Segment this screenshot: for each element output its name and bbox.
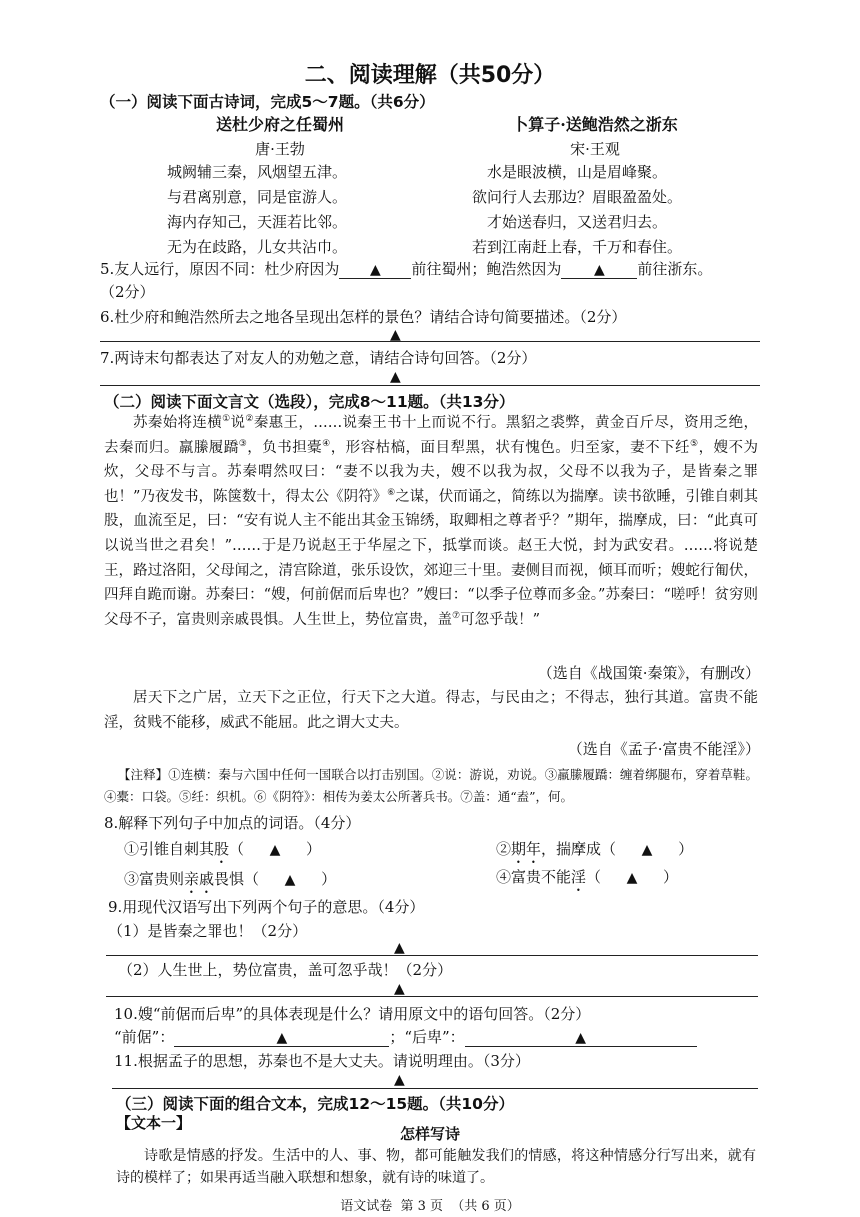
note-ref: ⑦ <box>452 610 461 621</box>
dotted-word: 淫 <box>571 868 587 886</box>
q10-label-b: ；“后卑”： <box>389 1028 465 1046</box>
q8-item-3 <box>124 868 336 897</box>
poem-line: 水是眼波横，山是眉峰聚。 <box>487 163 668 181</box>
bracket-open: （ <box>244 870 260 888</box>
source-citation-1: （选自《战国策·秦策》，有删改） <box>537 664 760 682</box>
q5-text-a: 5.友人远行，原因不同：杜少府因为 <box>100 260 340 278</box>
question-7: 7.两诗末句都表达了对友人的劝勉之意，请结合诗句回答。（2分） <box>100 349 537 367</box>
part3-heading: （三）阅读下面的组合文本，完成12～15题。（共10分） <box>116 1095 514 1113</box>
q8-text: ①引锥自刺其 <box>124 840 215 858</box>
poem-line: 海内存知己，天涯若比邻。 <box>167 213 348 231</box>
question-5 <box>100 258 712 279</box>
note-ref: ③ <box>238 438 248 449</box>
q10-answers <box>114 1026 697 1047</box>
part1-heading: （一）阅读下面古诗词，完成5～7题。（共6分） <box>100 93 435 111</box>
passage-text: ，形容枯槁，面目犁黑，状有愧色。归至家，妻不下纴 <box>330 439 691 456</box>
note-ref: ⑤ <box>690 438 699 449</box>
section-title: 二、阅读理解（共50分） <box>304 63 556 88</box>
poem-line: 无为在歧路，儿女共沾巾。 <box>167 238 348 256</box>
answer-marker: ▲ <box>626 870 638 886</box>
bracket-open: （ <box>601 840 617 858</box>
question-9: 9.用现代汉语写出下列两个句子的意思。（4分） <box>108 898 425 916</box>
poem-line: 欲问行人去那边？眉眼盈盈处。 <box>472 188 683 206</box>
answer-line-q9-1[interactable] <box>106 955 758 956</box>
q5-score: （2分） <box>100 283 155 301</box>
poem1-body <box>167 160 347 260</box>
q8-text: ④富贵不能 <box>496 868 572 886</box>
answer-marker: ▲ <box>593 262 605 278</box>
dotted-word: 期年 <box>511 840 542 858</box>
note-ref: ② <box>245 414 254 425</box>
answer-marker: ▲ <box>390 327 401 343</box>
passage-text: 苏秦始将连横 <box>133 415 223 431</box>
bracket-close: ） <box>306 840 322 858</box>
q8-answer-3[interactable] <box>259 870 321 888</box>
bracket-close: ） <box>321 870 337 888</box>
answer-marker: ▲ <box>276 1030 288 1046</box>
answer-marker: ▲ <box>394 1072 405 1088</box>
poem1-title: 送杜少府之任蜀州 <box>215 115 344 134</box>
answer-marker: ▲ <box>284 872 296 888</box>
q5-answer-1[interactable] <box>339 260 411 279</box>
answer-marker: ▲ <box>369 262 381 278</box>
annotations: 【注释】①连横：秦与六国中任何一国联合以打击别国。②说：游说，劝说。③羸縢履蹻：缠着绑腿布，穿着草鞋。④橐：口袋。⑤纴：织机。⑥《阴符》：相传为姜太公所著兵书。⑦盖：通“盍”，何。 <box>104 767 758 804</box>
bracket-close: ） <box>663 868 679 886</box>
note-ref: ④ <box>322 438 331 449</box>
dotted-word: 股 <box>214 840 230 858</box>
passage-text: 说 <box>230 415 246 431</box>
passage-text: 之谋，伏而诵之，简练以为揣摩。读书欲睡，引锥自刺其股，血流至足，曰：“安有说人主不能出其金玉锦绣，取卿相之尊者乎？”期年，揣摩成，曰：“此真可以说当世之君矣！”……于是乃说赵王于华屋之下，抵掌而谈。赵王大悦，封为武安君。……将说楚王，路过洛阳，父母闻之，清宫除道，张乐设饮，郊迎三十里。妻侧目而视，倾耳而听；嫂蛇行匍伏，四拜自跪而谢。苏秦曰：“嫂，何前倨而后卑也？”嫂曰：“以季子位尊而多金。”苏秦曰：“嗟呼！贫穷则父母不子，富贵则亲戚畏惧。人生世上，势位富贵，盖 <box>104 488 758 628</box>
q8-item-2 <box>496 838 693 867</box>
q10-label-a: “前倨”： <box>114 1028 175 1046</box>
part2-heading: （二）阅读下面文言文（选段），完成8～11题。（共13分） <box>104 393 515 411</box>
q8-text: 畏惧 <box>214 870 245 888</box>
text-one-label: 【文本一】 <box>116 1114 192 1132</box>
answer-line-q7[interactable] <box>100 385 760 386</box>
q8-text: ，揣摩成 <box>541 840 602 858</box>
question-11: 11.根据孟子的思想，苏秦也不是大丈夫。请说明理由。（3分） <box>114 1052 530 1070</box>
answer-marker: ▲ <box>575 1030 587 1046</box>
q5-answer-2[interactable] <box>561 260 637 279</box>
q8-answer-1[interactable] <box>244 840 306 858</box>
q10-answer-1[interactable] <box>174 1028 389 1047</box>
q8-item-4 <box>496 866 678 895</box>
answer-marker: ▲ <box>641 842 653 858</box>
passage-text: ，负书担橐 <box>247 439 323 456</box>
poem1-author: 唐·王勃 <box>255 140 305 158</box>
answer-marker: ▲ <box>269 842 281 858</box>
dotted-word: 亲戚 <box>184 870 215 888</box>
classical-passage-1 <box>104 411 758 632</box>
question-6: 6.杜少府和鲍浩然所去之地各呈现出怎样的景色？请结合诗句简要描述。（2分） <box>100 308 627 326</box>
passage-text: ，嫂不为炊，父母不与言。苏秦喟然叹曰：“妻不以我为夫，嫂不以我为叔，父母不以我为子，是皆秦之罪也！”乃夜发书，陈箧数十，得太公《阴符》 <box>104 439 758 505</box>
q9-sentence-1: （1）是皆秦之罪也！（2分） <box>108 922 308 940</box>
poem-line: 若到江南赶上春，千万和春住。 <box>472 238 683 256</box>
note-ref: ① <box>222 414 231 425</box>
q8-answer-4[interactable] <box>601 868 663 886</box>
question-8: 8.解释下列句子中加点的词语。（4分） <box>104 814 361 832</box>
page-footer: 语文试卷 第 3 页 （共 6 页） <box>340 1199 520 1214</box>
q10-answer-2[interactable] <box>465 1028 697 1047</box>
q5-text-c: 前往浙东。 <box>637 260 713 278</box>
q8-text: ③富贵则 <box>124 870 185 888</box>
q8-text: ② <box>496 840 512 858</box>
passage-text: 秦惠王，……说秦王书十上而说不行。黑貂之裘弊，黄金百斤尽，资用乏绝，去秦而归。羸縢履蹻 <box>104 415 759 456</box>
q9-sentence-2: （2）人生世上，势位富贵，盖可忽乎哉！（2分） <box>118 961 453 979</box>
answer-line-q6[interactable] <box>100 341 760 342</box>
passage-text: 可忽乎哉！” <box>460 611 540 628</box>
answer-line-q11[interactable] <box>112 1088 758 1089</box>
poem-line: 与君离别意，同是宦游人。 <box>167 188 348 206</box>
answer-marker: ▲ <box>390 369 401 385</box>
poem2-body <box>465 160 682 260</box>
poem-line: 城阙辅三秦，风烟望五津。 <box>167 163 348 181</box>
source-citation-2: （选自《孟子·富贵不能淫》） <box>567 740 760 758</box>
question-10: 10.嫂“前倨而后卑”的具体表现是什么？请用原文中的语句回答。（2分） <box>114 1005 591 1023</box>
poem2-title: 卜算子·送鲍浩然之浙东 <box>512 115 678 134</box>
answer-marker: ▲ <box>394 981 405 997</box>
note-ref: ⑥ <box>387 487 396 498</box>
answer-line-q9-2[interactable] <box>106 996 758 997</box>
bracket-close: ） <box>678 840 694 858</box>
text-one-body: 诗歌是情感的抒发。生活中的人、事、物，都可能触发我们的情感，将这种情感分行写出来，就有诗的模样了；如果再适当融入联想和想象，就有诗的味道了。 <box>116 1148 756 1186</box>
q8-item-1 <box>124 838 321 867</box>
q8-answer-2[interactable] <box>616 840 678 858</box>
text-one-title: 怎样写诗 <box>399 1125 460 1143</box>
classical-passage-2: 居天下之广居，立天下之正位，行天下之大道。得志，与民由之；不得志，独行其道。富贵不能淫，贫贱不能移，威武不能屈。此之谓大丈夫。 <box>104 690 758 731</box>
answer-marker: ▲ <box>394 940 405 956</box>
q5-text-b: 前往蜀州；鲍浩然因为 <box>411 260 562 278</box>
bracket-open: （ <box>586 868 602 886</box>
poem-line: 才始送春归，又送君归去。 <box>487 213 668 231</box>
poem2-author: 宋·王观 <box>570 140 620 158</box>
bracket-open: （ <box>229 840 245 858</box>
